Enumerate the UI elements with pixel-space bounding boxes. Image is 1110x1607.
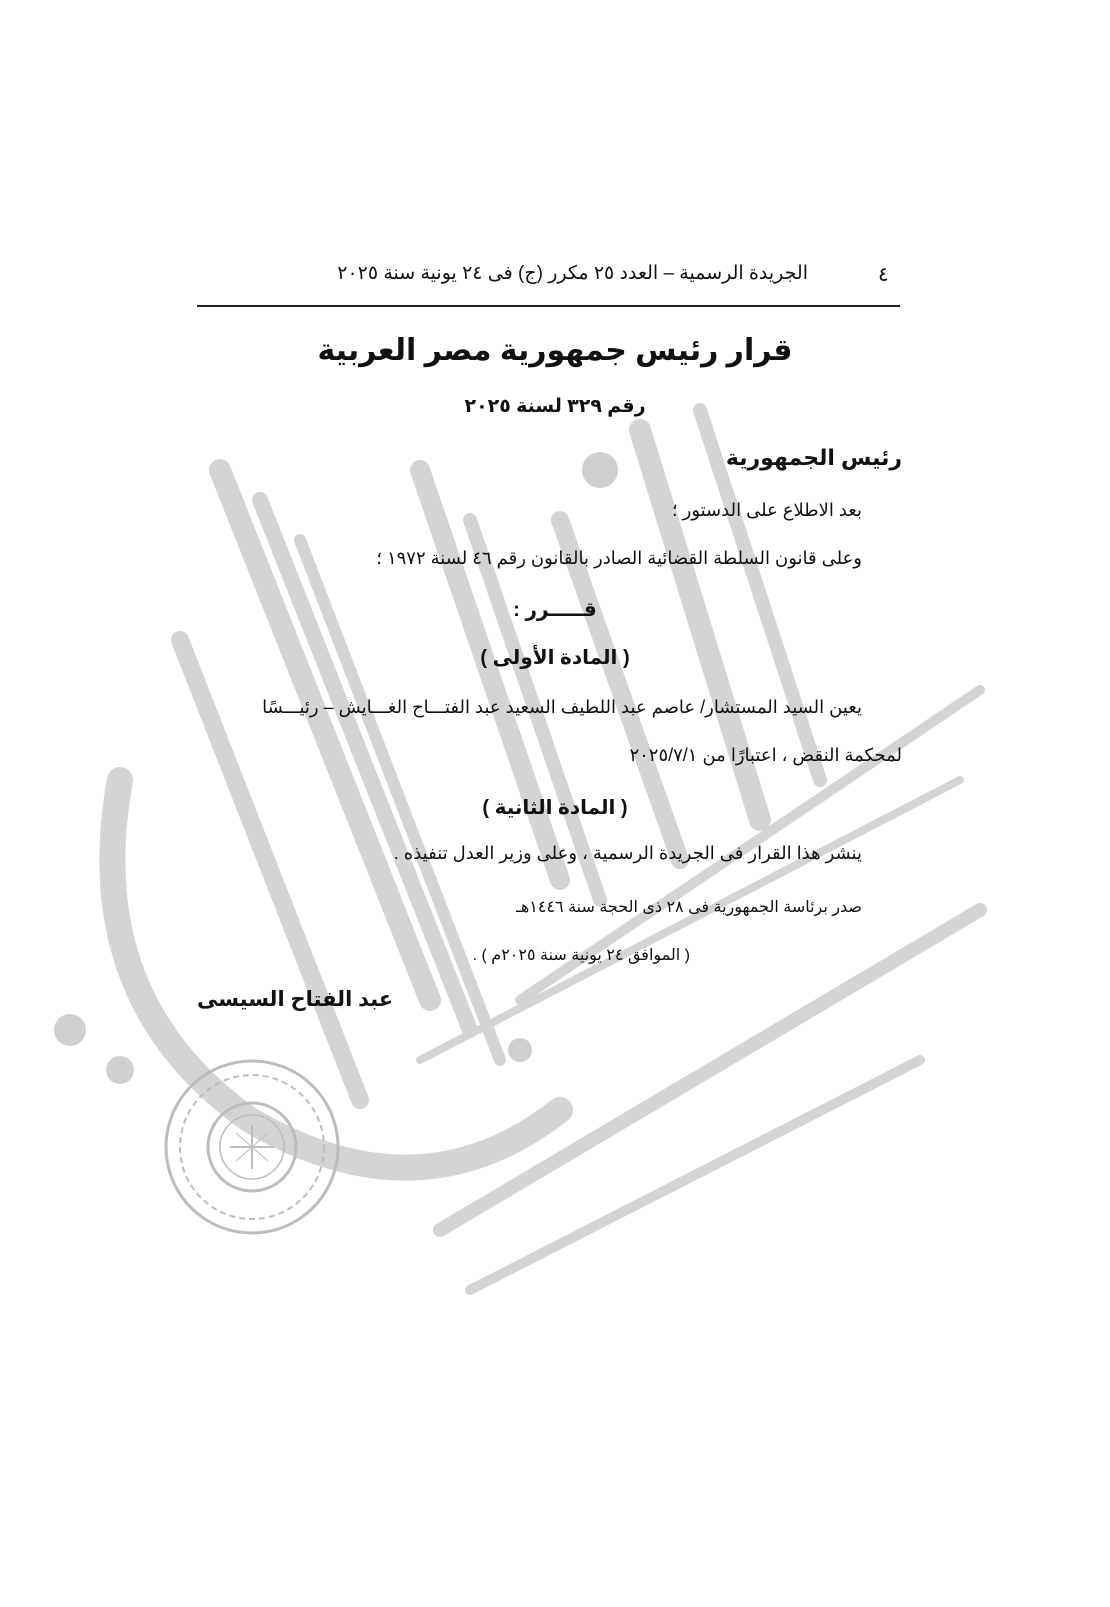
- preamble-constitution: بعد الاطلاع على الدستور ؛: [671, 500, 862, 520]
- issuer-heading: رئيس الجمهورية: [725, 445, 902, 470]
- header-rule: [197, 305, 900, 307]
- decree-number: رقم ٣٢٩ لسنة ٢٠٢٥: [464, 396, 646, 417]
- running-header: الجريدة الرسمية – العدد ٢٥ مكرر (ج) فى ٢٤ يونية سنة ٢٠٢٥: [337, 263, 808, 284]
- article-1-heading: ( المادة الأولى ): [480, 647, 630, 669]
- decided-heading: قـــــرر :: [513, 599, 597, 621]
- issued-date-hijri: صدر برئاسة الجمهورية فى ٢٨ ذى الحجة سنة ١٤٤٦هـ: [516, 899, 862, 916]
- preamble-judicial-law: وعلى قانون السلطة القضائية الصادر بالقانون رقم ٤٦ لسنة ١٩٧٢ ؛: [376, 548, 862, 568]
- article-1-text-continued: لمحكمة النقض ، اعتبارًا من ٢٠٢٥/٧/١: [629, 745, 902, 765]
- article-1-text: يعين السيد المستشار/ عاصم عبد اللطيف السعيد عبد الفتـــاح الغـــايش – رئيـــسًا: [262, 697, 862, 717]
- signature-name: عبد الفتاح السيسى: [197, 988, 394, 1011]
- issued-date-gregorian: ( الموافق ٢٤ يونية سنة ٢٠٢٥م ) .: [472, 947, 690, 964]
- article-2-text: ينشر هذا القرار فى الجريدة الرسمية ، وعلى وزير العدل تنفيذه .: [393, 843, 862, 863]
- article-2-heading: ( المادة الثانية ): [482, 797, 628, 819]
- decree-title: قرار رئيس جمهورية مصر العربية: [317, 334, 793, 367]
- page-number: ٤: [878, 264, 889, 286]
